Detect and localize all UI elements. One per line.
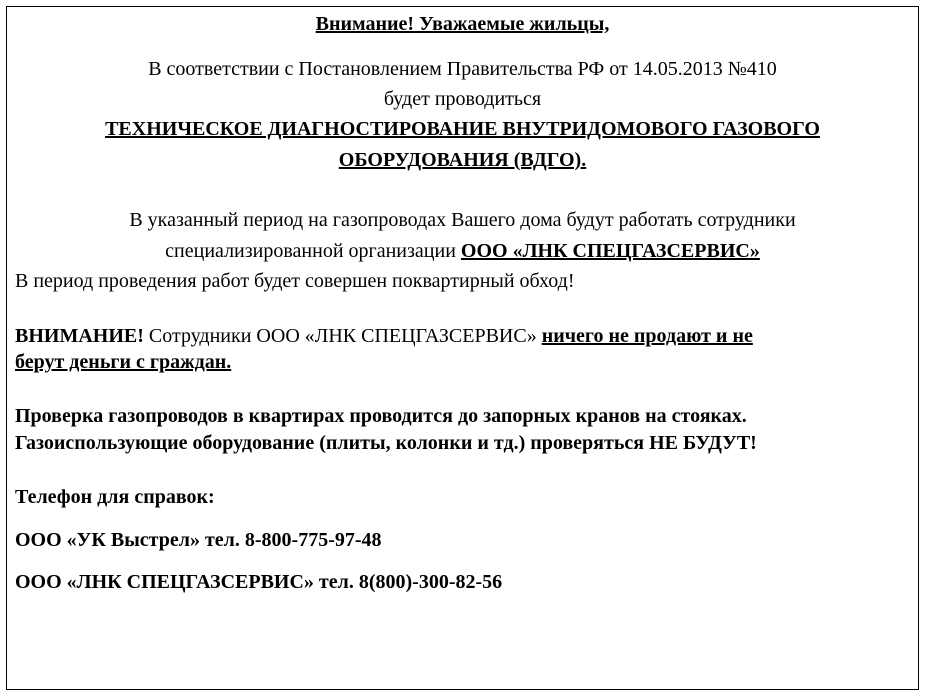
phone-heading: Телефон для справок: <box>15 486 215 508</box>
intro-line-2: будет проводиться <box>383 88 542 110</box>
notice-heading: Внимание! Уважаемые жильцы, <box>315 13 610 35</box>
contact-lnk: ООО «ЛНК СПЕЦГАЗСЕРВИС» тел. 8(800)-300-82-56 <box>15 571 503 593</box>
period-line-1: В указанный период на газопроводах Вашего дома будут работать сотрудники <box>129 209 796 231</box>
period-line-2-prefix: специализированной организации <box>165 240 461 262</box>
warning-text: Сотрудники ООО «ЛНК СПЕЦГАЗСЕРВИС» <box>143 325 542 347</box>
title-line-1: ТЕХНИЧЕСКОЕ ДИАГНОСТИРОВАНИЕ ВНУТРИДОМОВОГО ГАЗОВОГО <box>105 118 820 140</box>
period-line-2 <box>7 239 918 263</box>
warning-emphasis-2: берут деньги с граждан. <box>15 351 232 373</box>
title-line-2: ОБОРУДОВАНИЯ (ВДГО). <box>338 149 587 171</box>
notice-frame <box>6 6 919 690</box>
check-line-2: Газоиспользующие оборудование (плиты, колонки и тд.) проверяться НЕ БУДУТ! <box>15 432 757 454</box>
walkthrough-notice: В период проведения работ будет совершен поквартирный обход! <box>15 270 575 292</box>
warning-label: ВНИМАНИЕ! <box>15 325 144 347</box>
warning-emphasis-1: ничего не продают и не <box>541 325 753 347</box>
intro-line-1: В соответствии с Постановлением Правительства РФ от 14.05.2013 №410 <box>148 58 777 80</box>
contact-uk-vystrel: ООО «УК Выстрел» тел. 8-800-775-97-48 <box>15 529 382 551</box>
warning-line-1 <box>15 324 753 348</box>
check-line-1: Проверка газопроводов в квартирах проводится до запорных кранов на стояках. <box>15 405 747 427</box>
contractor-name: ООО «ЛНК СПЕЦГАЗСЕРВИС» <box>460 240 760 262</box>
